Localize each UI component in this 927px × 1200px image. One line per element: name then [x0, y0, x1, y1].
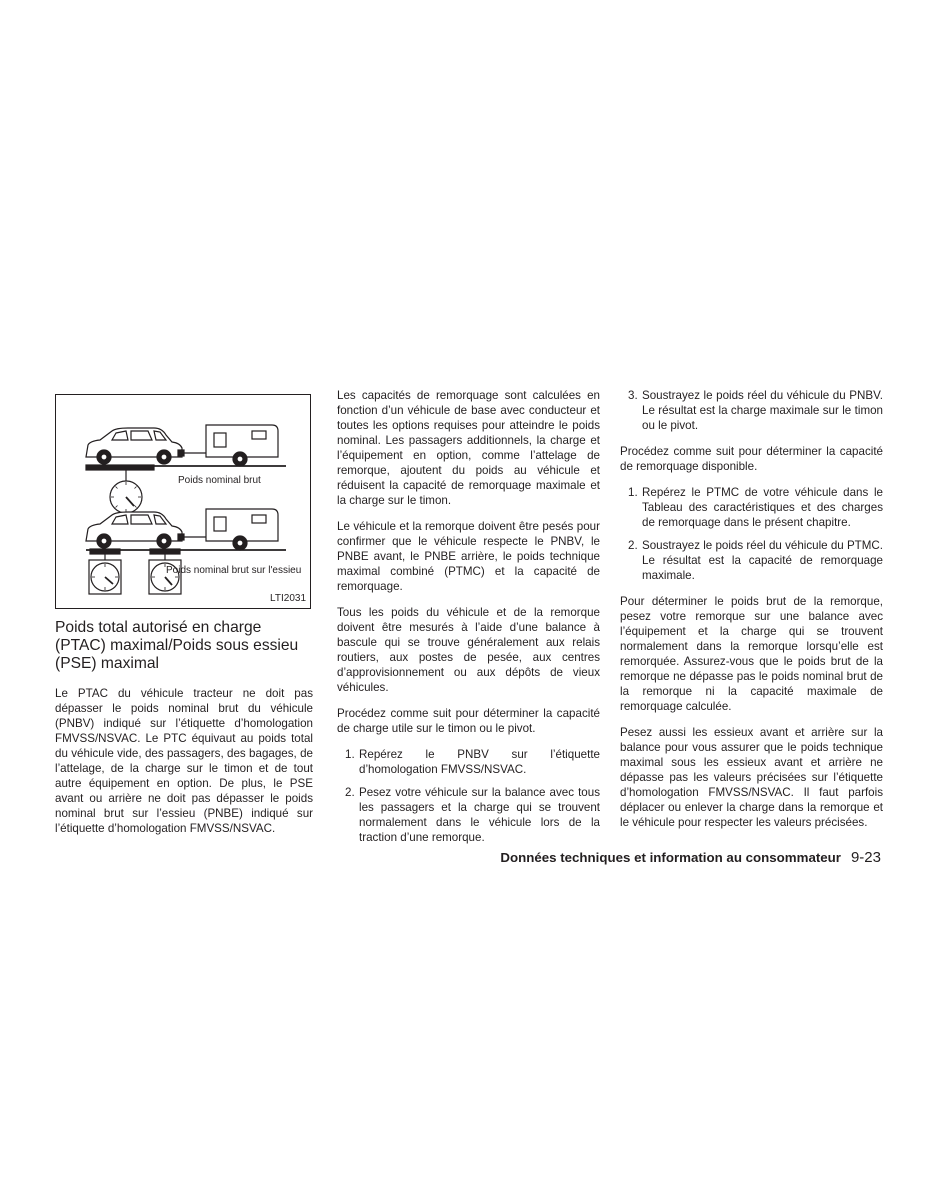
list-number: 1. [345, 748, 355, 761]
paragraph: Pour déterminer le poids brut de la remorque, pesez votre remorque sur une balance avec l’équipement et la charge qui se trouvent normalement dans la remorque lorsqu’elle est remorquée. Assurez-vous que le poids brut de la remorque ne dépasse pas le poids nominal brut de la remorque ni la capacité maximale de remorquage calculée. [620, 595, 883, 713]
page-number: 9-23 [850, 849, 881, 866]
list-number: 2. [345, 786, 355, 799]
towing-diagram-drawing [56, 395, 312, 610]
bottom-car-icon [86, 512, 182, 548]
column-2 [337, 388, 600, 856]
list-item [620, 538, 883, 583]
top-scale [86, 465, 286, 513]
numbered-list [620, 388, 883, 433]
list-number: 1. [628, 486, 638, 499]
list-item [337, 747, 600, 777]
list-text: Soustrayez le poids réel du véhicule du PNBV. Le résultat est la charge maximale sur le timon ou le pivot. [642, 389, 883, 432]
column-1 [55, 388, 313, 847]
paragraph: Pesez aussi les essieux avant et arrière sur la balance pour vous assurer que le poids technique maximal sous les essieux avant et arrière ne dépasse pas les valeurs précisées sur l’étiquette d’homologation FMVSS/NSVAC. Il faut parfois déplacer ou enlever la charge dans la remorque et le véhicule pour respecter les valeurs précisées. [620, 726, 883, 829]
list-item [337, 785, 600, 845]
paragraph: Le véhicule et la remorque doivent être pesés pour confirmer que le véhicule respecte le PNBV, le PNBE avant, le PNBE arrière, le poids technique maximal combiné (PTMC) et la capacité de remorquage. [337, 520, 600, 593]
list-number: 2. [628, 539, 638, 552]
paragraph: Procédez comme suit pour déterminer la capacité de charge utile sur le timon ou le pivot. [337, 707, 600, 735]
paragraph: Tous les poids du véhicule et de la remorque doivent être mesurés à l’aide d’une balance à bascule qui se trouve généralement aux relais routiers, aux postes de pesée, aux centres d’approvisionnement ou aux dépôts de vieux véhicules. [337, 606, 600, 694]
section-heading: Poids total autorisé en charge (PTAC) maximal/Poids sous essieu (PSE) maximal [55, 619, 299, 672]
list-item [620, 485, 883, 530]
list-text: Repérez le PNBV sur l’étiquette d’homologation FMVSS/NSVAC. [359, 748, 600, 776]
paragraph: Les capacités de remorquage sont calculées en fonction d’un véhicule de base avec conducteur et toutes les options requises pour atteindre le poids nominal. Les passagers additionnels, la charge et l’équipement en option, comme l’attelage de remorque, ajoutent du poids au véhicule et réduisent la capacité de remorquage maximale et la charge sur le timon. [337, 389, 600, 507]
page-footer [500, 849, 881, 866]
paragraph: Le PTAC du véhicule tracteur ne doit pas dépasser le poids nominal brut du véhicule (PNBV) indiqué sur l’étiquette d’homologation FMVSS/NSVAC. Le PTC équivaut au poids total du véhicule vide, des passagers, des bagages, de l’attelage, de la charge sur le timon et de tout autre équipement en option. De plus, le PSE avant ou arrière ne doit pas dépasser le poids nominal brut sur l’essieu (PNBE) indiqué sur l’étiquette d’homologation FMVSS/NSVAC. [55, 687, 313, 835]
numbered-list [620, 485, 883, 583]
top-car-icon [86, 428, 182, 464]
figure-code: LTI2031 [270, 593, 306, 604]
numbered-list [337, 747, 600, 845]
gross-weight-label: Poids nominal brut [178, 475, 261, 486]
list-item [620, 388, 883, 433]
list-text: Repérez le PTMC de votre véhicule dans le Tableau des caractéristiques et des charges de remorquage dans le présent chapitre. [642, 486, 883, 529]
list-text: Pesez votre véhicule sur la balance avec tous les passagers et la charge qui se trouvent normalement dans le véhicule lors de la traction d’une remorque. [359, 786, 600, 844]
gross-axle-weight-label: Poids nominal brut sur l'essieu [166, 565, 302, 576]
top-trailer-icon [178, 425, 278, 466]
list-number: 3. [628, 389, 638, 402]
paragraph: Procédez comme suit pour déterminer la capacité de remorquage disponible. [620, 445, 883, 473]
column-3 [620, 388, 883, 841]
footer-title: Données techniques et information au consommateur [500, 850, 841, 865]
bottom-trailer-icon [178, 509, 278, 550]
towing-weight-illustration [55, 394, 311, 609]
list-text: Soustrayez le poids réel du véhicule du PTMC. Le résultat est la capacité de remorquage maximale. [642, 539, 884, 582]
